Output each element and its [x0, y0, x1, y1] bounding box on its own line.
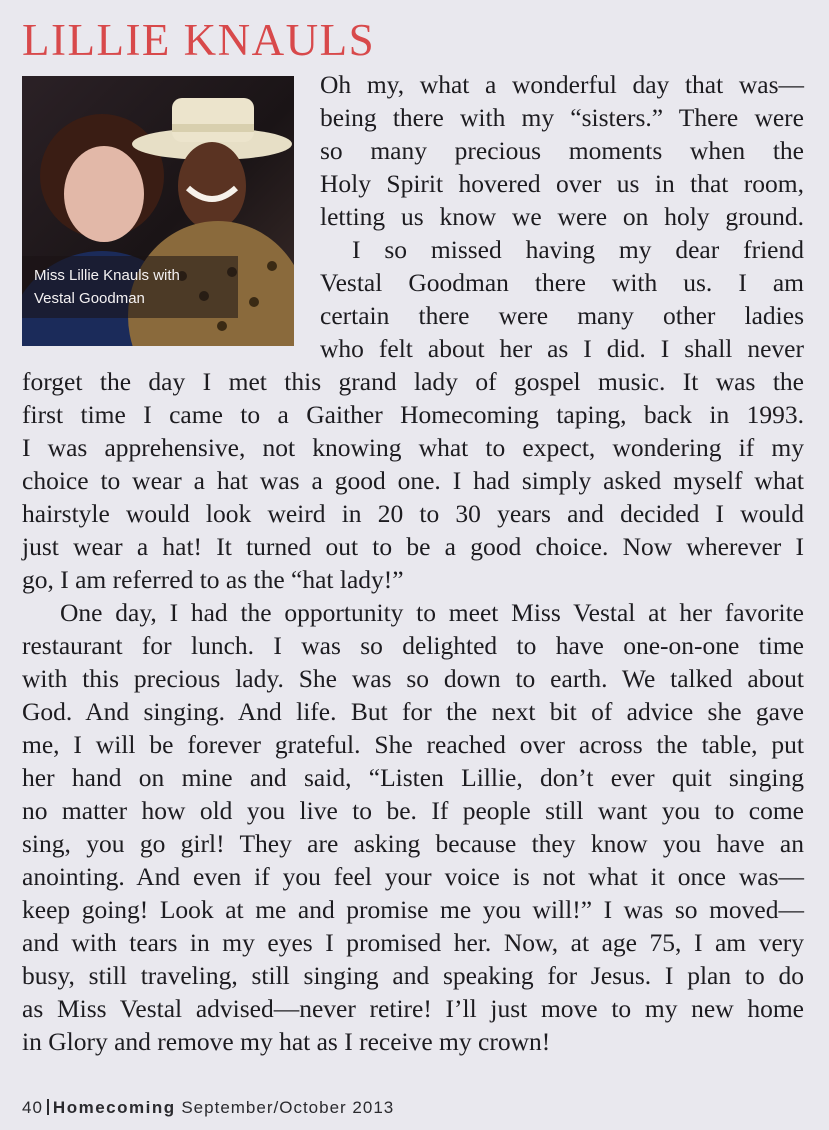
body-line: I so missed having my dear friend	[352, 235, 804, 264]
body-line: so many precious moments when the	[320, 136, 804, 165]
caption-line: Vestal Goodman	[34, 290, 145, 307]
body-line: certain there were many other ladies	[320, 301, 804, 330]
body-line: with this precious lady. She was so down to earth. We talked about	[22, 664, 804, 693]
footer-divider	[47, 1099, 49, 1115]
body-line: in Glory and remove my hat as I receive my crown!	[22, 1027, 551, 1056]
body-line: as Miss Vestal advised—never retire! I’ll just move to my new home	[22, 994, 804, 1023]
caption-line: Miss Lillie Knauls with	[34, 267, 180, 284]
body-line: busy, still traveling, still singing and speaking for Jesus. I plan to do	[22, 961, 804, 990]
body-line: God. And singing. And life. But for the next bit of advice she gave	[22, 697, 804, 726]
photo-caption	[22, 256, 238, 318]
body-line: being there with my “sisters.” There were	[320, 103, 804, 132]
issue-date: September/October 2013	[181, 1098, 395, 1117]
body-line: who felt about her as I did. I shall never	[320, 334, 804, 363]
body-line: hairstyle would look weird in 20 to 30 years and decided I would	[22, 499, 804, 528]
article-photo	[22, 76, 294, 346]
body-line: sing, you go girl! They are asking because they know you have an	[22, 829, 804, 858]
body-line: One day, I had the opportunity to meet Miss Vestal at her favorite	[60, 598, 804, 627]
body-line: just wear a hat! It turned out to be a good choice. Now wherever I	[22, 532, 804, 561]
body-line: forget the day I met this grand lady of gospel music. It was the	[22, 367, 804, 396]
body-line: Oh my, what a wonderful day that was—	[320, 70, 804, 99]
body-line: anointing. And even if you feel your voice is not what it once was—	[22, 862, 804, 891]
body-line: no matter how old you live to be. If people still want you to come	[22, 796, 804, 825]
body-line: her hand on mine and said, “Listen Lillie, don’t ever quit singing	[22, 763, 804, 792]
page-footer	[22, 1098, 394, 1118]
body-line: choice to wear a hat was a good one. I had simply asked myself what	[22, 466, 804, 495]
body-line: letting us know we were on holy ground.	[320, 202, 804, 231]
body-line: Vestal Goodman there with us. I am	[320, 268, 804, 297]
magazine-name: Homecoming	[52, 1098, 176, 1117]
body-line: me, I will be forever grateful. She reached over across the table, put	[22, 730, 804, 759]
page-number: 40	[22, 1098, 43, 1117]
page-title: LILLIE KNAULS	[22, 15, 376, 65]
body-line: keep going! Look at me and promise me you will!” I was so moved—	[22, 895, 804, 924]
body-line: Holy Spirit hovered over us in that room,	[320, 169, 804, 198]
body-line: restaurant for lunch. I was so delighted to have one-on-one time	[22, 631, 804, 660]
body-line: and with tears in my eyes I promised her. Now, at age 75, I am very	[22, 928, 804, 957]
body-line: first time I came to a Gaither Homecoming taping, back in 1993.	[22, 400, 804, 429]
body-line: I was apprehensive, not knowing what to expect, wondering if my	[22, 433, 804, 462]
body-line: go, I am referred to as the “hat lady!”	[22, 565, 404, 594]
